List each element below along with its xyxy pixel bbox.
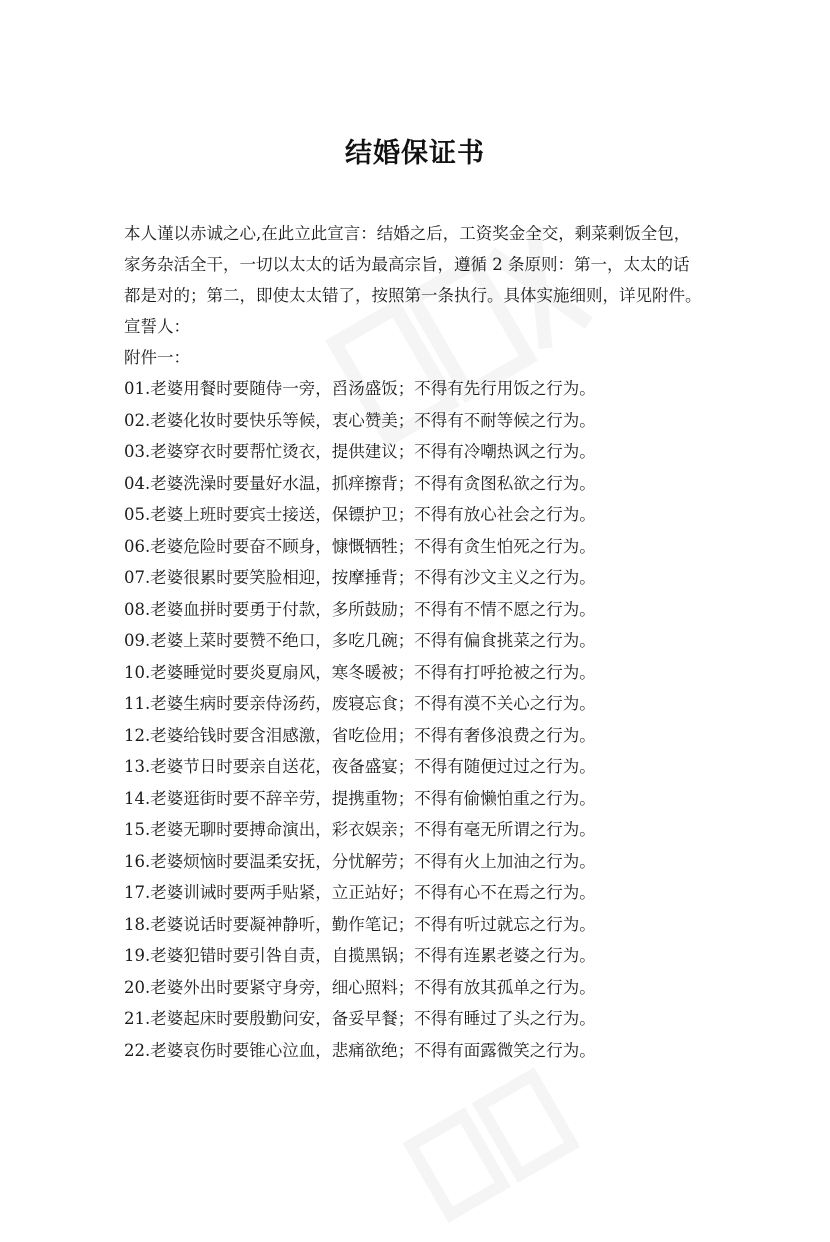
list-item: 13.老婆节日时要亲自送花，夜备盛宴；不得有随便过过之行为。 [124, 757, 596, 776]
list-item: 03.老婆穿衣时要帮忙烫衣，提供建议；不得有冷嘲热讽之行为。 [124, 442, 596, 461]
intro-line: 本人谨以赤诚之心,在此立此宣言：结婚之后，工资奖金全交，剩菜剩饭全包， [124, 224, 691, 243]
list-item: 22.老婆哀伤时要锥心泣血，悲痛欲绝；不得有面露微笑之行为。 [124, 1040, 596, 1060]
intro-line: 都是对的；第二，即使太太错了，按照第一条执行。具体实施细则，详见附件。 [124, 286, 702, 305]
list-item: 15.老婆无聊时要搏命演出，彩衣娱亲；不得有毫无所谓之行为。 [124, 820, 596, 839]
list-item: 10.老婆睡觉时要炎夏扇风，寒冬暖被；不得有打呼抢被之行为。 [124, 662, 596, 682]
list-item: 04.老婆洗澡时要量好水温，抓痒擦背；不得有贪图私欲之行为。 [124, 473, 596, 493]
list-item: 01.老婆用餐时要随侍一旁，舀汤盛饭；不得有先行用饭之行为。 [124, 379, 596, 398]
list-item: 16.老婆烦恼时要温柔安抚，分忧解劳；不得有火上加油之行为。 [124, 851, 596, 871]
list-item: 17.老婆训诫时要两手贴紧，立正站好；不得有心不在焉之行为。 [124, 883, 596, 902]
list-item: 09.老婆上菜时要赞不绝口，多吃几碗；不得有偏食挑菜之行为。 [124, 631, 596, 650]
list-item: 18.老婆说话时要凝神静听，勤作笔记；不得有听过就忘之行为。 [124, 914, 596, 934]
list-item: 20.老婆外出时要紧守身旁，细心照料；不得有放其孤单之行为。 [124, 977, 596, 997]
list-item: 11.老婆生病时要亲侍汤药，废寝忘食；不得有漠不关心之行为。 [124, 694, 596, 713]
list-item: 21.老婆起床时要殷勤问安，备妥早餐；不得有睡过了头之行为。 [124, 1009, 596, 1028]
watermark-icon [383, 1038, 616, 1242]
list-item: 14.老婆逛街时要不辞辛劳，提携重物；不得有偷懒怕重之行为。 [124, 788, 596, 808]
list-item: 02.老婆化妆时要快乐等候，衷心赞美；不得有不耐等候之行为。 [124, 410, 596, 430]
rules-list [124, 373, 724, 1066]
list-item: 12.老婆给钱时要含泪感激，省吃俭用；不得有奢侈浪费之行为。 [124, 725, 596, 745]
intro-line: 家务杂活全干，一切以太太的话为最高宗旨，遵循 2 条原则：第一，太太的话 [124, 255, 690, 274]
page-title: 结婚保证书 [345, 138, 485, 170]
intro-paragraph [124, 218, 724, 373]
list-item: 05.老婆上班时要宾士接送，保镖护卫；不得有放心社会之行为。 [124, 505, 596, 524]
list-item: 19.老婆犯错时要引咎自责，自揽黑锅；不得有连累老婆之行为。 [124, 946, 596, 965]
oath-label: 宣誓人： [124, 317, 190, 336]
appendix-label: 附件一： [124, 348, 190, 367]
list-item: 08.老婆血拼时要勇于付款，多所鼓励；不得有不情不愿之行为。 [124, 599, 596, 619]
list-item: 07.老婆很累时要笑脸相迎，按摩捶背；不得有沙文主义之行为。 [124, 568, 596, 587]
list-item: 06.老婆危险时要奋不顾身，慷慨牺牲；不得有贪生怕死之行为。 [124, 536, 596, 556]
